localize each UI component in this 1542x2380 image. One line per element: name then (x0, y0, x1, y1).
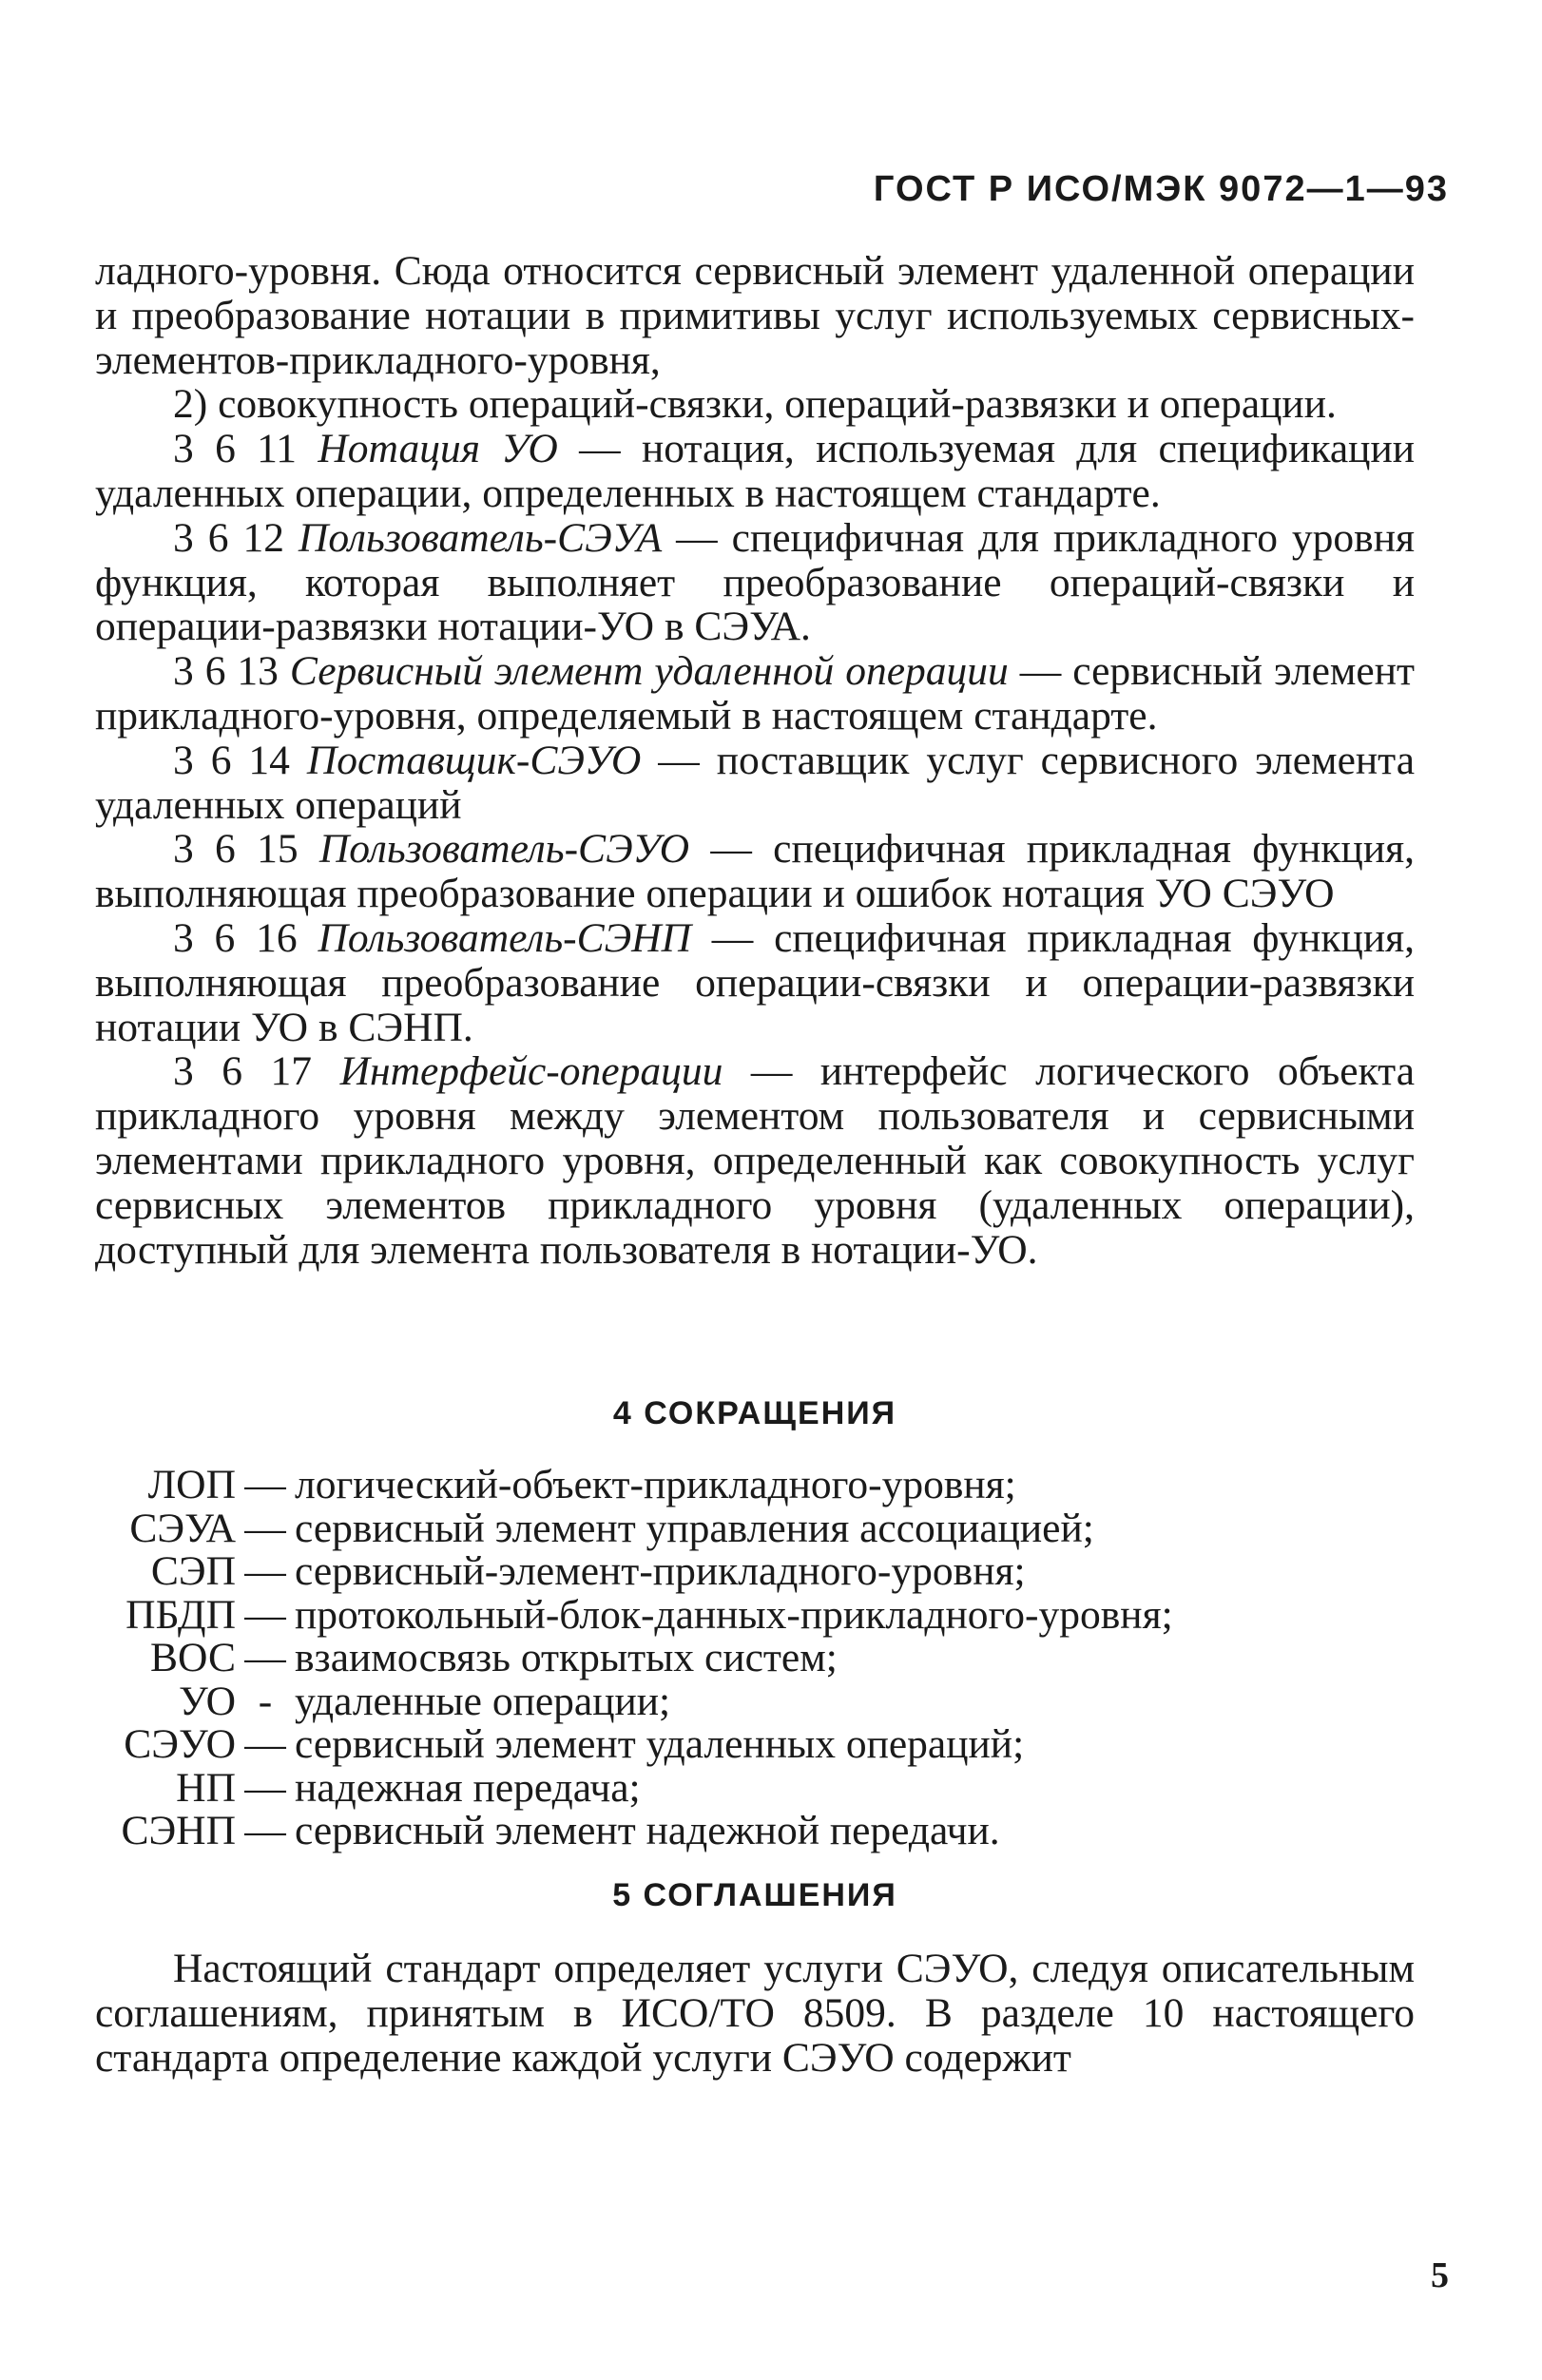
definition-term: Пользователь-СЭНП (318, 914, 691, 961)
list-item (95, 1810, 1415, 1853)
definition-term: Пользователь-СЭУО (318, 826, 690, 873)
definition-text: — поставщик услуг сервисного элемента удаленных операций (95, 737, 1416, 828)
abbr-dash: — (244, 1808, 286, 1853)
abbr-definition: логический-объект-прикладного-уровня; (295, 1462, 1016, 1507)
list-item (95, 1550, 1415, 1594)
definition-text: — специфичная прикладная функция, выполняющая преобразование операции-связки и операции-развязки нотации УО в СЭНП. (95, 914, 1415, 1050)
abbr-dash: — (244, 1635, 286, 1680)
definition-text: — сервисный элемент прикладного-уровня, определяемый в настоящем стандарте. (95, 648, 1416, 739)
list-item (95, 1680, 1415, 1724)
abbr-code: СЭУА (129, 1505, 236, 1551)
abbr-definition: надежная передача; (295, 1764, 641, 1811)
definition-number: 3 6 17 (173, 1048, 313, 1095)
definition-item (95, 427, 1415, 516)
section-4-title: 4 СОКРАЩЕНИЯ (612, 1395, 897, 1431)
definition-item (95, 649, 1415, 739)
abbr-dash: — (244, 1462, 286, 1507)
definition-term: Поставщик-СЭУО (306, 737, 642, 783)
abbr-code: НП (176, 1764, 236, 1811)
definition-number: 3 6 12 (173, 514, 284, 561)
definition-number: 3 6 13 (173, 648, 279, 695)
document-header: ГОСТ Р ИСО/МЭК 9072—1—93 (873, 169, 1449, 209)
list-item (95, 1464, 1415, 1507)
definition-text: — специфичная прикладная функция, выполняющая преобразование операции и ошибок нотация УО СЭУО (95, 826, 1415, 917)
abbr-code: ЛОП (147, 1462, 236, 1507)
definition-item (95, 739, 1415, 828)
abbr-dash: — (244, 1591, 286, 1638)
list-item (95, 1591, 1415, 1638)
abbr-code: СЭП (150, 1548, 236, 1594)
abbr-definition: сервисный-элемент-прикладного-уровня; (295, 1548, 1026, 1594)
abbr-code: СЭУО (124, 1721, 236, 1767)
abbr-dash: - (258, 1678, 273, 1724)
conventions-text (95, 1947, 1415, 2080)
abbr-dash: — (244, 1764, 286, 1811)
list-item (95, 1637, 1415, 1680)
definition-number: 3 6 11 (173, 426, 298, 472)
definition-text: — специфичная для прикладного уровня функция, которая выполняет преобразование операций-связки и операции-развязки нотации-УО в СЭУА. (95, 514, 1415, 650)
paragraph: 2) совокупность операций-связки, операций-развязки и операции. (173, 381, 1337, 428)
definition-number: 3 6 16 (173, 914, 298, 961)
definition-number: 3 6 14 (173, 737, 290, 783)
list-item (95, 1723, 1415, 1767)
list-item (95, 1764, 1415, 1811)
definition-text: — нотация, используемая для спецификации удаленных операции, определенных в настоящем стандарте. (95, 426, 1415, 516)
abbr-definition: сервисный элемент удаленных операций; (295, 1721, 1025, 1767)
abbr-code: СЭНП (121, 1808, 236, 1853)
list-item (95, 1507, 1415, 1551)
definition-number: 3 6 15 (173, 826, 299, 873)
definition-term: Интерфейс-операции (339, 1048, 723, 1095)
definition-term: Сервисный элемент удаленной операции (289, 648, 1009, 695)
abbr-dash: — (244, 1548, 286, 1594)
abbr-code: УО (178, 1678, 236, 1724)
abbr-definition: взаимосвязь открытых систем; (295, 1635, 838, 1680)
abbr-dash: — (244, 1721, 286, 1767)
abbr-dash: — (244, 1505, 286, 1551)
abbr-definition: протокольный-блок-данных-прикладного-уровня; (295, 1591, 1173, 1638)
abbr-definition: удаленные операции; (295, 1678, 671, 1724)
abbr-code: ПБДП (125, 1591, 236, 1638)
definition-item (95, 827, 1415, 916)
abbr-definition: сервисный элемент надежной передачи. (295, 1808, 1000, 1853)
definition-item (95, 516, 1415, 649)
definition-term: Нотация УО (318, 426, 558, 472)
paragraph: ладного-уровня. Сюда относится сервисный элемент удаленной операции и преобразование нотации в примитивы услуг используемых сервисных-элементов-прикладного-уровня, (95, 248, 1415, 383)
definition-item (95, 916, 1415, 1049)
abbr-code: ВОС (150, 1635, 236, 1680)
paragraph: Настоящий стандарт определяет услуги СЭУО, следуя описательным соглашениям, принятым в ИСО/ТО 8509. В разделе 10 настоящего стандарта определение каждой услуги СЭУО содержит (95, 1946, 1415, 2081)
abbreviations-list (95, 1464, 1415, 1853)
definition-text: — интерфейс логического объекта прикладного уровня между элементом пользователя и сервисными элементами прикладного уровня, определенный как совокупность услуг сервисных элементов прикладного уровня (удаленных операции), доступный для элемента пользователя в нотации-УО. (95, 1048, 1416, 1273)
definition-item (95, 1049, 1415, 1272)
definition-term: Пользователь-СЭУА (298, 514, 663, 561)
definitions-text (95, 249, 1415, 1272)
section-5-title: 5 СОГЛАШЕНИЯ (612, 1877, 897, 1913)
abbr-definition: сервисный элемент управления ассоциацией; (295, 1505, 1094, 1551)
page-number: 5 (1431, 2255, 1449, 2295)
